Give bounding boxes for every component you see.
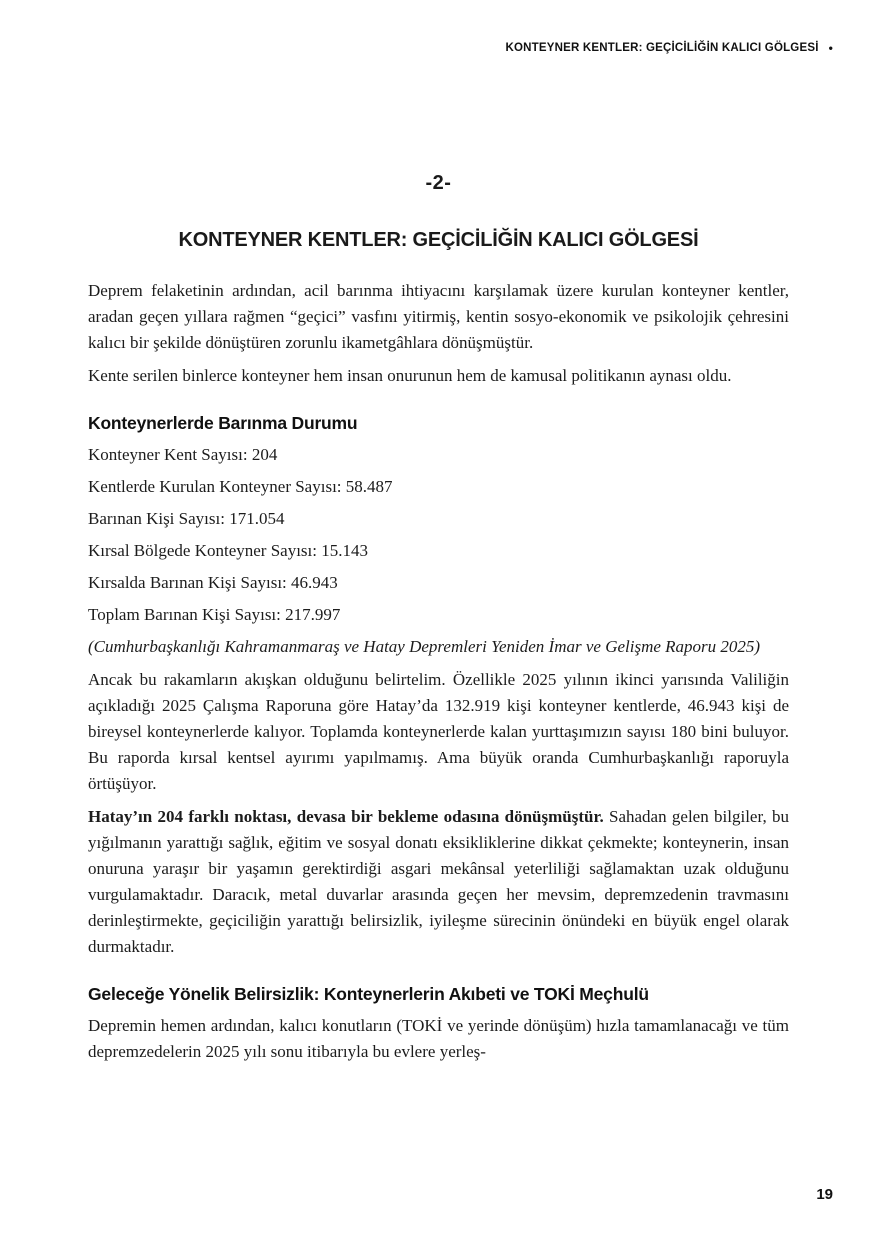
page-content	[0, 172, 877, 1065]
section-heading-gelecek: Geleceğe Yönelik Belirsizlik: Konteynerlerin Akıbeti ve TOKİ Meçhulü	[88, 984, 649, 1004]
header-bullet-icon: •	[828, 41, 833, 55]
stat-kirsal-barinan: Kırsalda Barınan Kişi Sayısı: 46.943	[88, 573, 338, 592]
running-header	[505, 42, 833, 54]
source-note: (Cumhurbaşkanlığı Kahramanmaraş ve Hatay Depremleri Yeniden İmar ve Gelişme Raporu 2025)	[88, 637, 761, 656]
paragraph-bold-rest: Sahadan gelen bilgiler, bu yığılmanın yarattığı sağlık, eğitim ve sosyal donatı eksikliklerine dikkat çekmekte; konteynerin, insan onuruna yaraşır bir yaşamın gerektirdiği asgari mekânsal yeterliliği sağlamaktan uzak olduğunu vurgulamaktadır. Daracık, metal duvarlar arasında geçen her mevsim, depremzedenin travmasını derinleştirmekte, geçiciliğin yarattığı belirsizlik, iyileşme sürecinin önündeki en büyük engel olarak durmaktadır.	[88, 807, 789, 956]
chapter-number: -2-	[425, 172, 452, 194]
paragraph-bold-lead: Hatay’ın 204 farklı noktası, devasa bir bekleme odasına dönüşmüştür.	[88, 807, 604, 826]
stat-toplam-barinan: Toplam Barınan Kişi Sayısı: 217.997	[88, 605, 341, 624]
paragraph-bekleme-odasi	[88, 804, 789, 960]
running-header-text: KONTEYNER KENTLER: GEÇİCİLİĞİN KALICI GÖLGESİ	[505, 42, 819, 54]
paragraph-intro: Deprem felaketinin ardından, acil barınma ihtiyacını karşılamak üzere kurulan konteyner kentler, aradan geçen yıllara rağmen “geçici” vasfını yitirmiş, kentin sosyo-ekonomik ve psikolojik çehresini kalıcı bir şekilde dönüştüren zorunlu ikametgâhlara dönüşmüştür.	[88, 281, 789, 352]
stat-kirsal-konteyner: Kırsal Bölgede Konteyner Sayısı: 15.143	[88, 541, 368, 560]
page-title: KONTEYNER KENTLER: GEÇİCİLİĞİN KALICI GÖLGESİ	[178, 229, 699, 251]
paragraph-toki: Depremin hemen ardından, kalıcı konutların (TOKİ ve yerinde dönüşüm) hızla tamamlanacağı ve tüm depremzedelerin 2025 yılı sonu itibarıyla bu evlere yerleş-	[88, 1016, 789, 1061]
page-number: 19	[816, 1186, 833, 1203]
stat-kurulan-konteyner: Kentlerde Kurulan Konteyner Sayısı: 58.487	[88, 477, 393, 496]
paragraph-mirror: Kente serilen binlerce konteyner hem insan onurunun hem de kamusal politikanın aynası oldu.	[88, 366, 732, 385]
stat-konteyner-kent: Konteyner Kent Sayısı: 204	[88, 445, 278, 464]
paragraph-rakamlar: Ancak bu rakamların akışkan olduğunu belirtelim. Özellikle 2025 yılının ikinci yarısında Valiliğin açıkladığı 2025 Çalışma Raporuna göre Hatay’da 132.919 kişi konteyner kentlerde, 46.943 kişi de bireysel konteynerlerde kalıyor. Toplamda konteynerlerde kalan yurttaşımızın sayısı 180 bini buluyor. Bu raporda kırsal kentsel ayırımı yapılmamış. Ama büyük oranda Cumhurbaşkanlığı raporuyla örtüşüyor.	[88, 670, 789, 793]
section-heading-barinma: Konteynerlerde Barınma Durumu	[88, 413, 358, 433]
stat-barinan-kisi: Barınan Kişi Sayısı: 171.054	[88, 509, 285, 528]
